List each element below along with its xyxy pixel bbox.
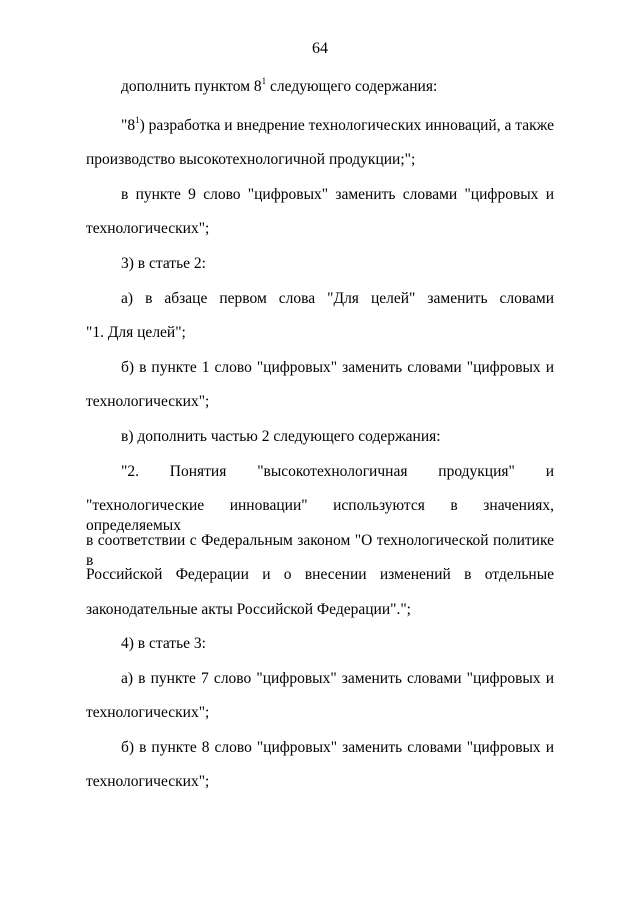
paragraph-line: производство высокотехнологичной продукции;";	[86, 151, 416, 168]
paragraph-line: технологических";	[86, 773, 210, 790]
paragraph-subpoint-b: б) в пункте 8 слово "цифровых" заменить словами "цифровых и	[121, 739, 554, 756]
paragraph-line: законодательные акты Российской Федерации".";	[86, 601, 411, 618]
paragraph-subpoint-a: а) в абзаце первом слова "Для целей" заменить словами	[121, 290, 554, 307]
paragraph-line: технологических";	[86, 393, 210, 410]
paragraph-line: технологических";	[86, 220, 210, 237]
text-segment: "8	[121, 117, 136, 134]
superscript: 1	[135, 115, 140, 125]
superscript: 1	[261, 76, 267, 86]
paragraph-line: "технологические инновации" используются в значениях, определяемых	[86, 497, 554, 534]
paragraph-subpoint-a: а) в пункте 7 слово "цифровых" заменить словами "цифровых и	[121, 670, 554, 687]
text-segment: следующего содержания:	[266, 78, 438, 95]
text-segment: ) разработка и внедрение технологических инноваций, а также	[139, 117, 554, 134]
paragraph-line: "1. Для целей";	[86, 324, 186, 341]
paragraph-add-point-8-1	[121, 77, 437, 97]
page-number: 64	[312, 40, 328, 57]
paragraph-part-2: "2. Понятия "высокотехнологичная продукция" и	[121, 463, 554, 480]
paragraph-article-3: 4) в статье 3:	[121, 635, 206, 652]
paragraph-subpoint-v: в) дополнить частью 2 следующего содержания:	[121, 428, 441, 445]
paragraph-line: технологических";	[86, 704, 210, 721]
paragraph-line: Российской Федерации и о внесении изменений в отдельные	[86, 566, 554, 583]
paragraph-point-8-1-text	[121, 116, 554, 136]
paragraph-subpoint-b: б) в пункте 1 слово "цифровых" заменить словами "цифровых и	[121, 359, 554, 376]
paragraph-line: в соответствии с Федеральным законом "О технологической политике в	[86, 532, 554, 569]
paragraph-point-9: в пункте 9 слово "цифровых" заменить словами "цифровых и	[121, 186, 554, 203]
text-segment: дополнить пунктом 8	[121, 78, 262, 95]
paragraph-article-2: 3) в статье 2:	[121, 255, 206, 272]
